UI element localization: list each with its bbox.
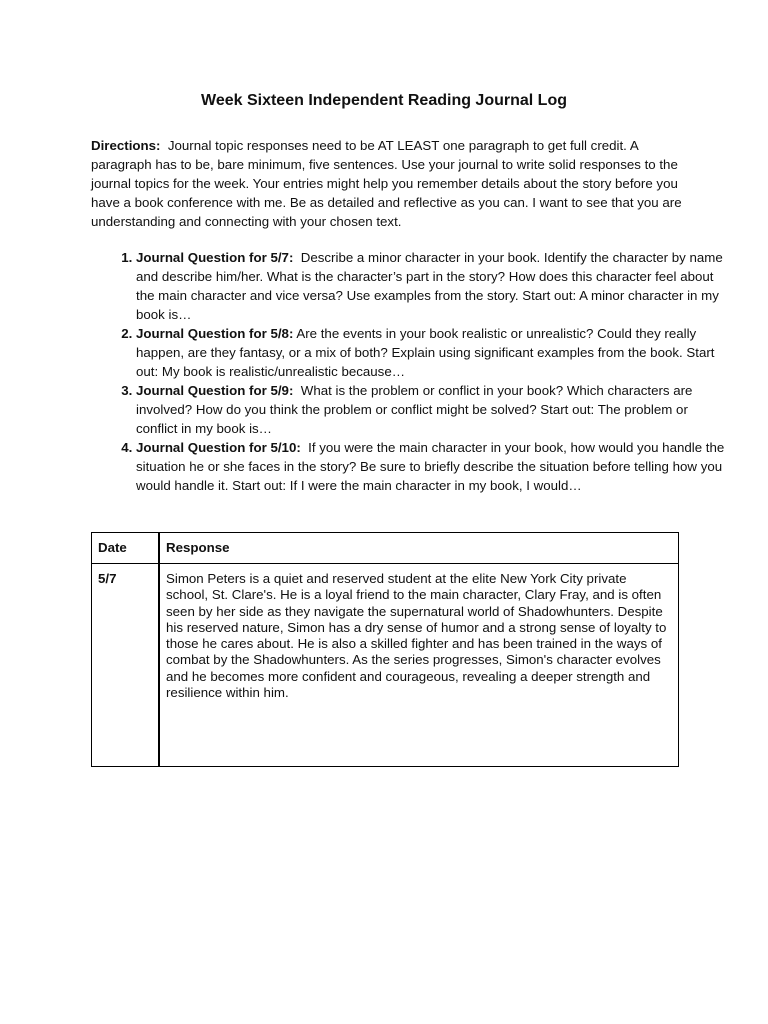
directions-text: Journal topic responses need to be AT LEAST one paragraph to get full credit. A paragraph has to be, bare minimum, five sentences. Use your journal to write solid responses to the journal topics for the week. Your entries might help you remember details about the story before you have a book conference with me. Be as detailed and reflective as you can. I want to see that you are understanding and connecting with your chosen text. — [91, 138, 682, 229]
table-row — [92, 564, 679, 767]
journal-question — [136, 248, 728, 324]
question-label: Journal Question for 5/9: — [136, 383, 294, 398]
page-title: Week Sixteen Independent Reading Journal Log — [201, 92, 567, 109]
question-text: What is the problem or conflict in your book? Which characters are involved? How do you think the problem or conflict might be solved? Start out: The problem or conflict in my book is… — [136, 383, 693, 436]
directions-paragraph — [91, 136, 683, 231]
question-label: Journal Question for 5/10: — [136, 440, 301, 455]
response-column-header: Response — [159, 533, 679, 564]
date-column-header: Date — [92, 533, 160, 564]
question-text: Describe a minor character in your book. Identify the character by name and describe him/her. What is the character’s part in the story? How does this character feel about the main character and vice versa? Use examples from the story. Start out: A minor character in my book is… — [136, 250, 723, 322]
question-text: If you were the main character in your book, how would you handle the situation he or she faces in the story? Be sure to briefly describe the situation before telling how you would handle it. Start out: If I were the main character in my book, I would… — [136, 440, 725, 493]
table-header-row — [92, 533, 679, 564]
question-label: Journal Question for 5/8: — [136, 326, 294, 341]
directions-label: Directions: — [91, 138, 161, 153]
response-cell[interactable]: Simon Peters is a quiet and reserved student at the elite New York City private school, St. Clare's. He is a loyal friend to the main character, Clary Fray, and is often seen by her side as they navigate the supernatural world of Shadowhunters. Despite his reserved nature, Simon has a dry sense of humor and a strong sense of loyalty to those he cares about. He is also a skilled fighter and has been trained in the ways of combat by the Shadowhunters. As the series progresses, Simon's character evolves and he becomes more confident and courageous, revealing a deeper strength and resilience within him. — [159, 564, 679, 767]
question-label: Journal Question for 5/7: — [136, 250, 294, 265]
journal-question — [136, 438, 728, 495]
journal-question — [136, 381, 728, 438]
journal-questions-list — [91, 248, 728, 495]
date-cell: 5/7 — [92, 564, 160, 767]
question-text: Are the events in your book realistic or unrealistic? Could they really happen, are they fantasy, or a mix of both? Explain using significant examples from the book. Start out: My book is realistic/unrealistic because… — [136, 326, 715, 379]
journal-question — [136, 324, 728, 381]
journal-log-table — [91, 532, 679, 767]
